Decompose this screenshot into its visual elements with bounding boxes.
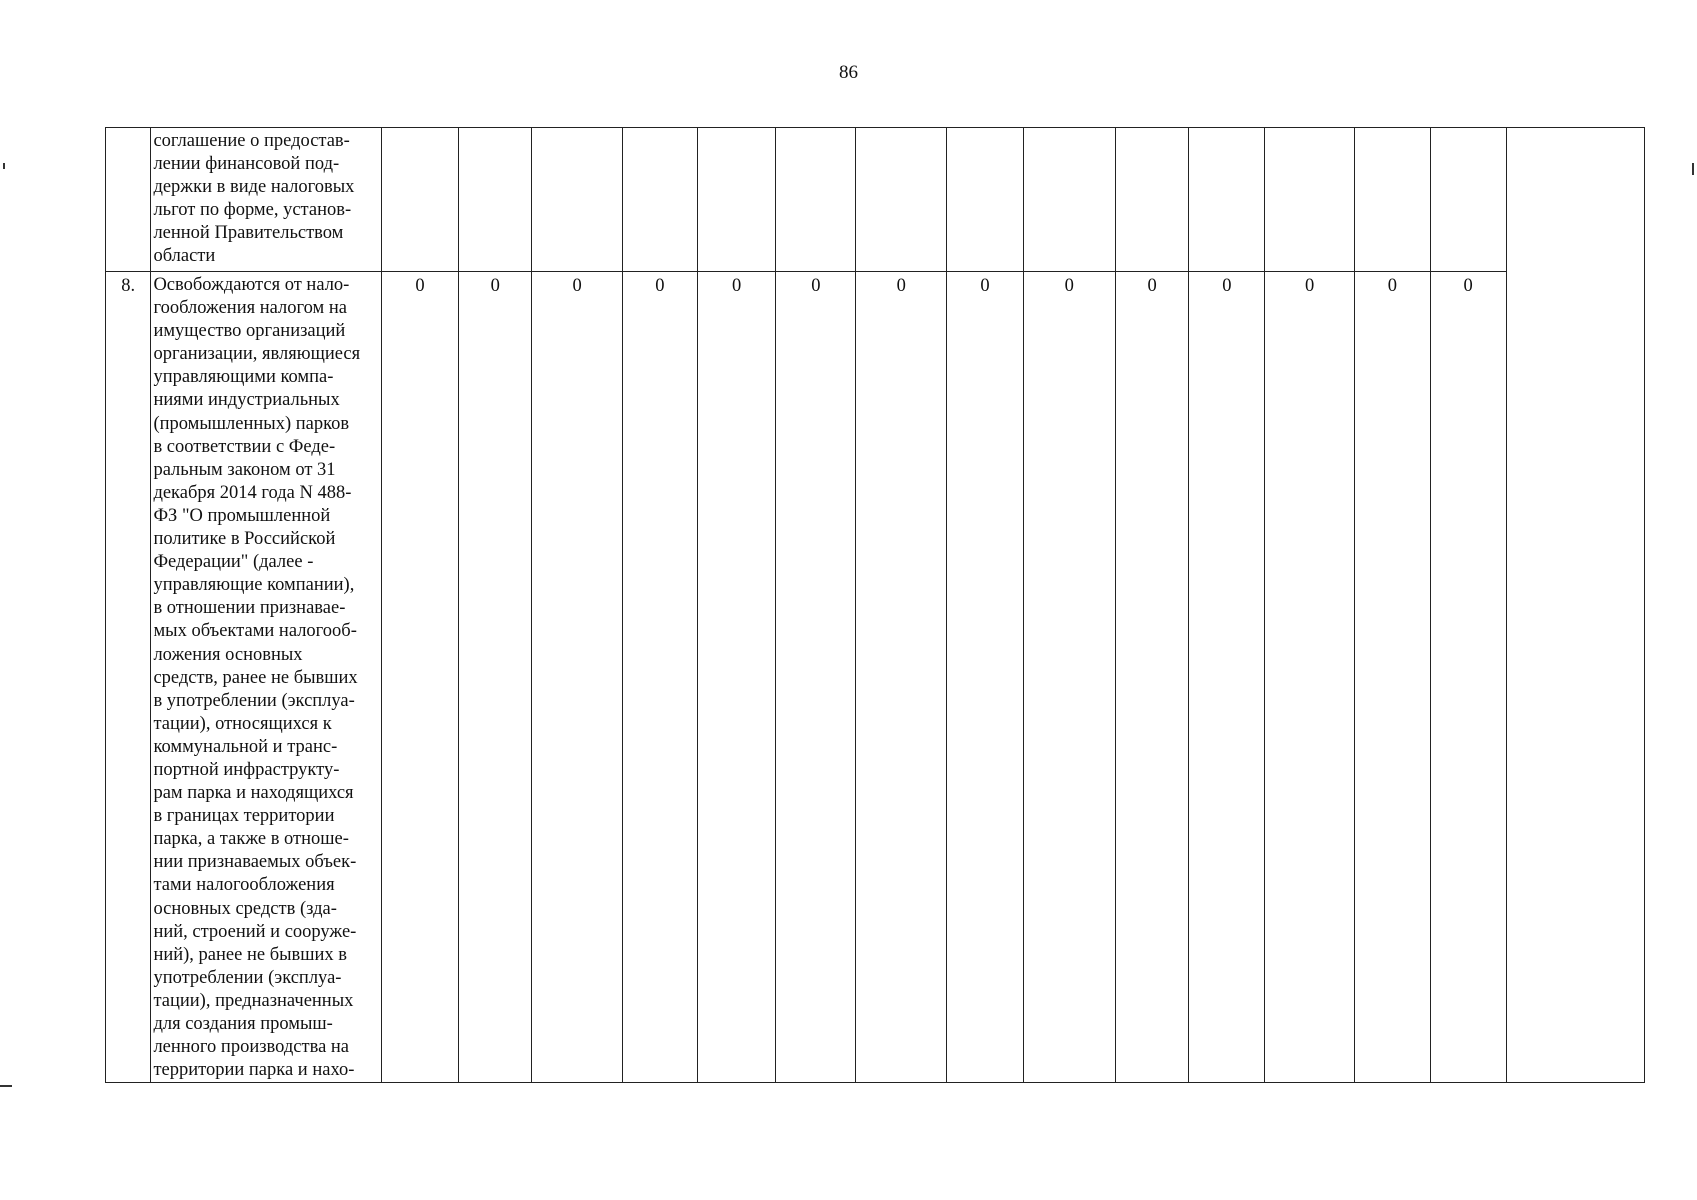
value-cell [776, 128, 856, 272]
table-row [106, 272, 1645, 1083]
value-cell: 0 [1023, 272, 1115, 1083]
value-cell: 0 [947, 272, 1024, 1083]
page-number: 86 [839, 62, 858, 83]
value-cell: 0 [1189, 272, 1265, 1083]
value-cell [1115, 128, 1189, 272]
value-cell [532, 128, 623, 272]
value-cell: 0 [381, 272, 459, 1083]
value-cell: 0 [697, 272, 776, 1083]
value-cell: 0 [776, 272, 856, 1083]
row-number [106, 128, 151, 272]
value-cell: 0 [1115, 272, 1189, 1083]
value-cell [856, 128, 947, 272]
table-row [106, 128, 1645, 272]
value-cell [1430, 128, 1506, 272]
value-cell [623, 128, 698, 272]
value-cell [697, 128, 776, 272]
value-cell: 0 [623, 272, 698, 1083]
scan-mark-bottom-left [0, 1085, 12, 1087]
value-cell [1189, 128, 1265, 272]
row-description: Освобождаются от нало- гообложения налогом на имущество организаций организации, являющиеся управляющими компа- ниями индустриальных (промышленных) парков в соответствии с Феде- ральным законом от 31 декабря 2014 года N 488- ФЗ "О промышленной политике в Российской Федерации" (далее - управляющие компании), в отношении признавае- мых объектами налогооб- ложения основных средств, ранее не бывших в употреблении (эксплуа- тации), относящихся к коммунальной и транс- портной инфраструкту- рам парка и находящихся в границах территории парка, а также в отноше- нии признаваемых объек- тами налогообложения основных средств (зда- ний, строений и сооруже- ний), ранее не бывших в употреблении (эксплуа- тации), предназначенных для создания промыш- ленного производства на территории парка и нахо- [151, 272, 381, 1083]
value-cell: 0 [856, 272, 947, 1083]
value-cell: 0 [1430, 272, 1506, 1083]
value-cell: 0 [532, 272, 623, 1083]
value-cell: 0 [1355, 272, 1431, 1083]
value-cell [1023, 128, 1115, 272]
row-description: соглашение о предостав- лении финансовой под- держки в виде налоговых льгот по форме, установ- ленной Правительством области [151, 128, 381, 272]
value-cell [947, 128, 1024, 272]
value-cell [381, 128, 459, 272]
value-cell: 0 [1265, 272, 1355, 1083]
data-table [105, 127, 1645, 1083]
value-cell [459, 128, 532, 272]
value-cell [1506, 128, 1644, 1083]
scan-mark-right [1692, 163, 1694, 175]
value-cell [1355, 128, 1431, 272]
value-cell [1265, 128, 1355, 272]
value-cell: 0 [459, 272, 532, 1083]
scan-mark-left [3, 163, 5, 169]
row-number: 8. [106, 272, 151, 1083]
